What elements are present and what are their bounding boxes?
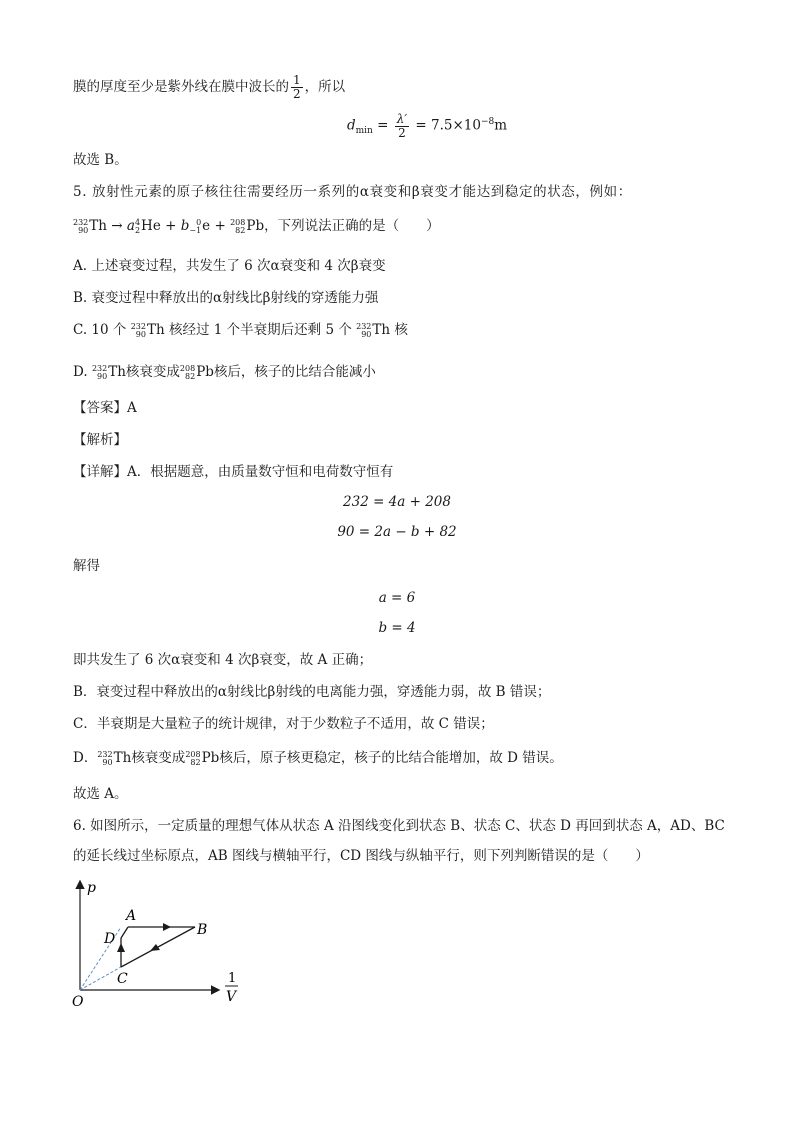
label-c: C (117, 971, 128, 987)
q5-option-c: C. 10 个 232 90 Th 核经过 1 个半衰期后还剩 5 个 232 90 Th 核 (73, 321, 408, 339)
q5-stem: 5. 放射性元素的原子核往往需要经历一系列的α衰变和β衰变才能达到稳定的状态，例如： (73, 184, 632, 200)
answer-label: 【答案】A (73, 400, 137, 416)
equation-a: a = 6 (378, 590, 416, 606)
fraction-lambda: $\frac{\lambda'}{2}$ (396, 111, 408, 140)
q6-stem-line2: 的延长线过坐标原点，AB 图线与横轴平行，CD 图线与纵轴平行，则下列判断错误的是（ ） (73, 848, 649, 864)
analysis-label: 【解析】 (73, 432, 127, 448)
label-d: D (104, 931, 116, 947)
equation-charge: 90 = 2a − b + 82 (337, 524, 457, 540)
q5-option-b: B. 衰变过程中释放出的α射线比β射线的穿透能力强 (73, 290, 379, 306)
q5-option-d: D. 232 90 Th核衰变成 208 82 Pb核后，核子的比结合能减小 (73, 363, 376, 381)
label-a: A (126, 908, 137, 924)
label-b: B (197, 922, 208, 938)
label-o: O (72, 994, 84, 1010)
text-segment: 膜的厚度至少是紫外线在膜中波长的 (73, 79, 289, 95)
formula-dmin: $d_{min}$ = $\frac{\lambda'}{2}$ = $7.5\times 10^{-8}m$ (346, 111, 508, 140)
label-x-num: 1 (228, 971, 237, 986)
solve-label: 解得 (73, 558, 100, 574)
conclusion-d: D． 232 90 Th核衰变成 208 82 Pb核后，原子核更稳定，核子的比结合能增加，故 D 错误。 (73, 749, 563, 767)
equation-mass: 232 = 4a + 208 (343, 494, 451, 510)
arrow-ab (163, 923, 171, 931)
final-answer: 故选 A。 (73, 786, 128, 802)
conclusion-b: 故选 B。 (73, 152, 128, 168)
fraction-half: $\frac{1}{2}$ (293, 73, 301, 101)
arrow-cd (117, 943, 125, 952)
q5-option-a: A. 上述衰变过程，共发生了 6 次α衰变和 4 次β衰变 (73, 258, 386, 274)
conclusion-c: C．半衰期是大量粒子的统计规律，对于少数粒子不适用，故 C 错误； (73, 716, 494, 732)
label-p: p (87, 880, 96, 896)
segment-da (121, 927, 128, 938)
equation-b: b = 4 (378, 620, 416, 636)
label-x-den: V (226, 989, 237, 1005)
conclusion-a: 即共发生了 6 次α衰变和 4 次β衰变，故 A 正确； (73, 652, 373, 668)
text-line-thickness (73, 74, 345, 101)
pv-diagram (68, 872, 258, 1017)
arrow-bc (150, 944, 160, 951)
dashed-line-oc (80, 967, 121, 990)
q6-stem-line1: 6. 如图所示，一定质量的理想气体从状态 A 沿图线变化到状态 B、状态 C、状态 D 再回到状态 A，AD、BC (73, 818, 725, 834)
detail-line: 【详解】A．根据题意，由质量数守恒和电荷数守恒有 (73, 464, 394, 480)
text-segment: ，所以 (304, 79, 346, 95)
q5-reaction: 232 90 Th → a 4 2 He + b 0 −1 e + 208 82 Pb，下列说法正确的是（ ） (73, 217, 440, 235)
conclusion-b-line: B．衰变过程中释放出的α射线比β射线的电离能力强，穿透能力弱，故 B 错误； (73, 684, 551, 700)
